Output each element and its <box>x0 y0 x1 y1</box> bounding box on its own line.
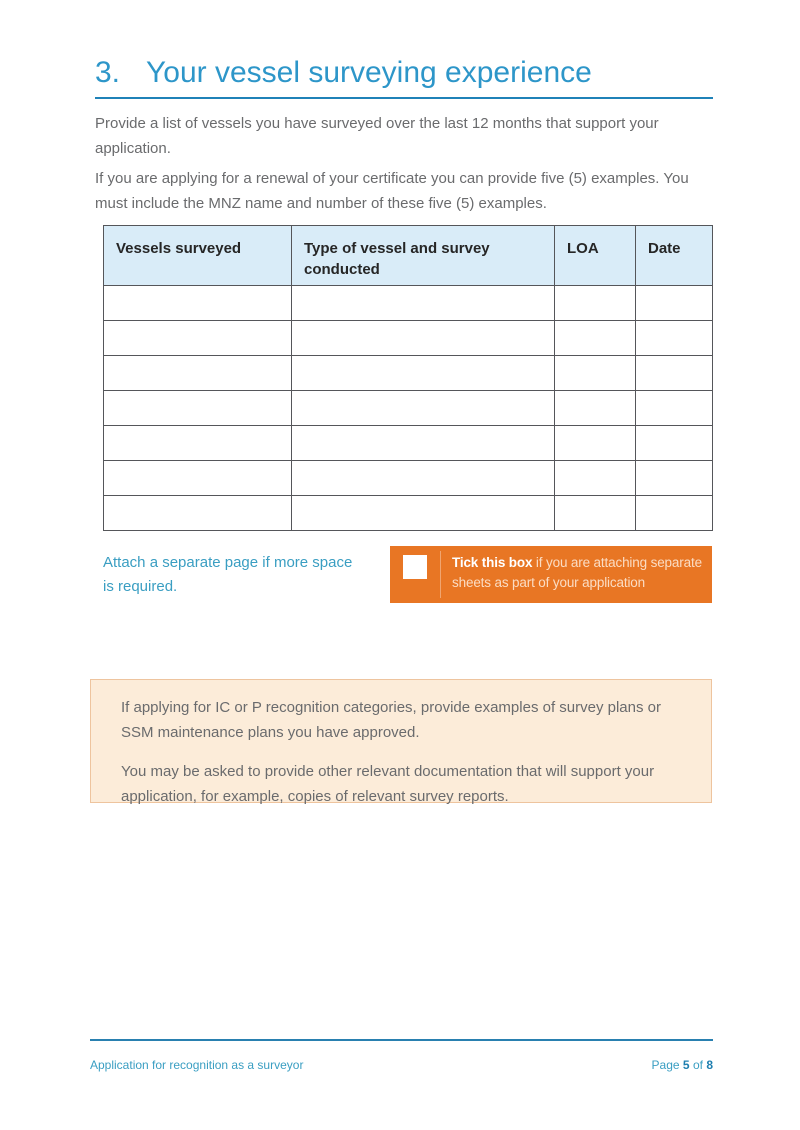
info-paragraph-2: You may be asked to provide other relevant documentation that will support your application, for example, copies of relevant survey reports. <box>121 763 655 805</box>
empty-cell[interactable] <box>104 391 292 426</box>
empty-cell[interactable] <box>292 356 555 391</box>
empty-cell[interactable] <box>292 391 555 426</box>
col-header-loa: LOA <box>555 226 636 286</box>
empty-cell[interactable] <box>292 461 555 496</box>
empty-cell[interactable] <box>555 286 636 321</box>
attach-note: Attach a separate page if more space is required. <box>103 554 353 595</box>
table-row <box>104 321 713 356</box>
table-row <box>104 286 713 321</box>
footer-page-indicator <box>652 1058 713 1072</box>
empty-cell[interactable] <box>292 496 555 531</box>
empty-cell[interactable] <box>636 391 713 426</box>
tick-box-callout <box>390 546 712 603</box>
empty-cell[interactable] <box>555 461 636 496</box>
table-row <box>104 391 713 426</box>
col-header-type-of-vessel: Type of vessel and survey conducted <box>292 226 555 286</box>
empty-cell[interactable] <box>104 426 292 461</box>
col-header-vessels-surveyed: Vessels surveyed <box>104 226 292 286</box>
table-row <box>104 496 713 531</box>
tick-box-text-bold: Tick this box <box>452 555 533 570</box>
empty-cell[interactable] <box>636 286 713 321</box>
vessels-table-body <box>104 286 713 531</box>
table-row <box>104 461 713 496</box>
table-header-row <box>104 226 713 286</box>
footer-of-word: of <box>692 1058 703 1072</box>
empty-cell[interactable] <box>292 426 555 461</box>
empty-cell[interactable] <box>555 356 636 391</box>
intro-paragraph-1: Provide a list of vessels you have surveyed over the last 12 months that support your application. <box>95 115 659 157</box>
info-paragraph-1: If applying for IC or P recognition categories, provide examples of survey plans or SSM maintenance plans you have approved. <box>121 699 661 741</box>
table-row <box>104 426 713 461</box>
empty-cell[interactable] <box>555 391 636 426</box>
empty-cell[interactable] <box>555 321 636 356</box>
footer-page-number: 5 <box>682 1058 690 1072</box>
footer-doc-title: Application for recognition as a surveyor <box>90 1058 304 1072</box>
empty-cell[interactable] <box>555 426 636 461</box>
tickbox-divider <box>440 551 441 598</box>
empty-cell[interactable] <box>292 321 555 356</box>
empty-cell[interactable] <box>636 461 713 496</box>
section-number: 3. <box>95 56 121 89</box>
empty-cell[interactable] <box>636 496 713 531</box>
page-footer <box>90 1058 713 1072</box>
footer-rule <box>90 1039 713 1041</box>
tick-box-text <box>452 553 706 593</box>
empty-cell[interactable] <box>636 356 713 391</box>
footer-page-word: Page <box>651 1058 680 1072</box>
info-box <box>90 679 712 803</box>
empty-cell[interactable] <box>104 356 292 391</box>
section-heading <box>95 56 713 99</box>
vessels-surveyed-table <box>103 225 713 531</box>
footer-total-pages: 8 <box>706 1058 713 1072</box>
col-header-date: Date <box>636 226 713 286</box>
empty-cell[interactable] <box>292 286 555 321</box>
empty-cell[interactable] <box>104 496 292 531</box>
tick-box-text-rest: if you are attaching separate sheets as part of your application <box>452 555 702 590</box>
empty-cell[interactable] <box>104 321 292 356</box>
empty-cell[interactable] <box>636 321 713 356</box>
table-row <box>104 356 713 391</box>
section-title: Your vessel surveying experience <box>146 56 592 89</box>
empty-cell[interactable] <box>555 496 636 531</box>
empty-cell[interactable] <box>104 286 292 321</box>
intro-paragraph-2: If you are applying for a renewal of your certificate you can provide five (5) examples. You must include the MNZ name and number of these five (5) examples. <box>95 170 689 212</box>
attach-sheets-checkbox[interactable] <box>403 555 427 579</box>
empty-cell[interactable] <box>636 426 713 461</box>
empty-cell[interactable] <box>104 461 292 496</box>
